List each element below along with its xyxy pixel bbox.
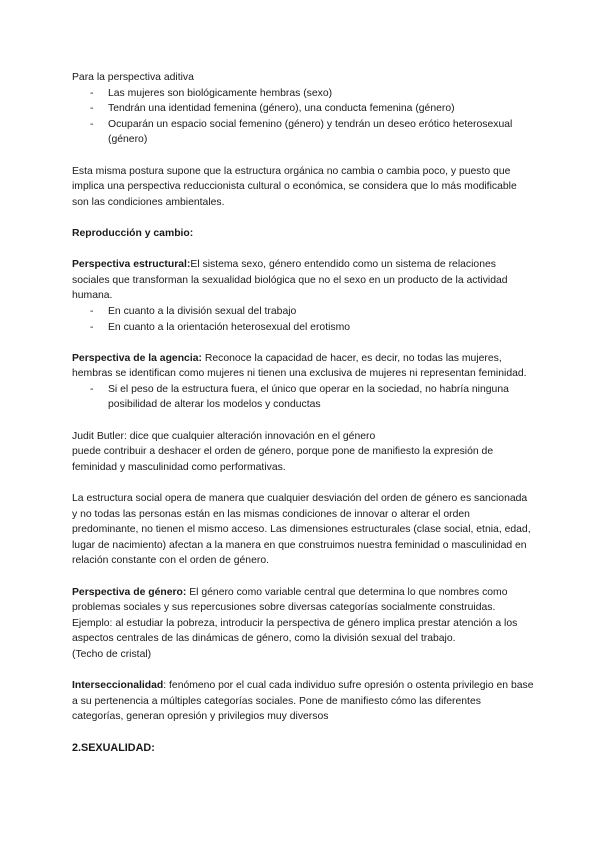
estructura-social-paragraph: La estructura social opera de manera que cualquier desviación del orden de género es sancionada y no todas las personas están en las mismas condiciones de innovar o alterar el orden predominante, no tienen el mismo acceso. Las dimensiones estructurales (clase social, etnia, edad, lugar de nacimiento) afectan a la manera en que construimos nuestra feminidad o masculinidad en relación constante con el orden de género. <box>72 493 531 567</box>
agencia-list <box>72 382 534 413</box>
interseccionalidad-text: : fenómeno por el cual cada individuo sufre opresión o ostenta privilegio en base a su pertenencia a múltiples categorías sociales. Pone de manifiesto cómo las diferentes categorías, generan opresión y privilegios muy diversos <box>72 680 534 723</box>
interseccionalidad-paragraph <box>72 678 534 725</box>
list-item: - En cuanto a la división sexual del trabajo <box>72 304 534 320</box>
estructural-list <box>72 304 534 335</box>
aditiva-list <box>72 86 534 148</box>
list-item: - En cuanto a la orientación heterosexual del erotismo <box>72 320 534 336</box>
butler-line-1: Judit Butler: dice que cualquier alteración innovación en el género <box>72 430 376 442</box>
list-item: - Ocuparán un espacio social femenino (género) y tendrán un deseo erótico heterosexual (género) <box>72 117 534 148</box>
interseccionalidad-lead: Interseccionalidad <box>72 680 164 692</box>
estructural-paragraph <box>72 257 534 304</box>
agencia-text: Reconoce la capacidad de hacer, es decir, no todas las mujeres, hembras se identifican como mujeres ni tienen una exclusiva de mujeres ni representan feminidad. <box>72 352 527 380</box>
genero-text: El género como variable central que determina lo que nombres como problemas sociales y sus repercusiones sobre diversas categorías socialmente construidas. <box>72 586 508 614</box>
reproduccion-heading: Reproducción y cambio: <box>72 227 194 239</box>
agencia-paragraph <box>72 351 534 382</box>
estructural-text: El sistema sexo, género entendido como un sistema de relaciones sociales que transforman la sexualidad biológica que no el sexo en un producto de la actividad humana. <box>72 259 508 302</box>
techo-cristal: (Techo de cristal) <box>72 648 152 660</box>
ejemplo-paragraph: Ejemplo: al estudiar la pobreza, introducir la perspectiva de género implica prestar atención a los aspectos centrales de las dinámicas de género, como la división sexual del trabajo. <box>72 617 518 645</box>
list-item: - Las mujeres son biológicamente hembras (sexo) <box>72 86 534 102</box>
genero-lead: Perspectiva de género: <box>72 586 187 598</box>
aditiva-paragraph: Esta misma postura supone que la estructura orgánica no cambia o cambia poco, y puesto que implica una perspectiva reduccionista cultural o económica, se considera que lo más modificable son las condiciones ambientales. <box>72 165 517 208</box>
list-item: - Si el peso de la estructura fuera, el único que operar en la sociedad, no habría ninguna posibilidad de alterar los modelos y conductas <box>72 382 534 413</box>
document-page <box>72 70 534 756</box>
estructural-lead: Perspectiva estructural: <box>72 259 191 271</box>
list-item: - Tendrán una identidad femenina (género), una conducta femenina (género) <box>72 101 534 117</box>
sexualidad-heading: 2.SEXUALIDAD: <box>72 741 155 754</box>
butler-line-2: puede contribuir a deshacer el orden de género, porque pone de manifiesto la expresión de feminidad y masculinidad como performativas. <box>72 446 494 473</box>
aditiva-intro: Para la perspectiva aditiva <box>72 72 194 83</box>
genero-paragraph <box>72 585 534 616</box>
agencia-lead: Perspectiva de la agencia: <box>72 352 202 364</box>
